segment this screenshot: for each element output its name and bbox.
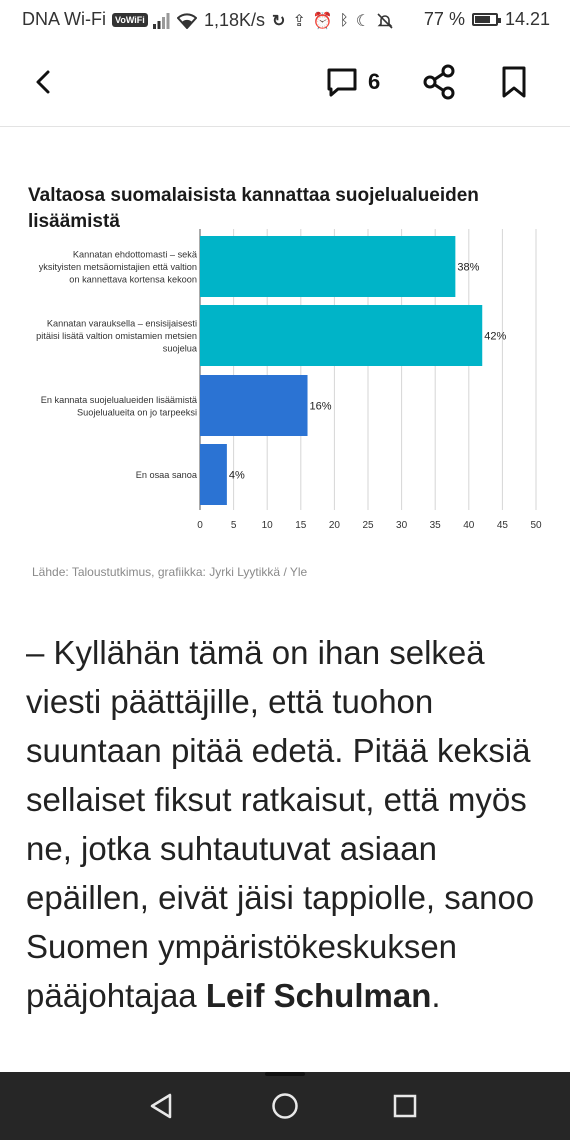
category-label: on kannettava kortensa kekoon: [69, 274, 197, 285]
nav-home-button[interactable]: [267, 1088, 303, 1124]
bar-value-label: 38%: [457, 261, 480, 274]
nav-handle: [265, 1072, 305, 1076]
nav-recents-button[interactable]: [387, 1088, 423, 1124]
category-label: yksityisten metsäomistajien että valtion: [38, 262, 197, 272]
comment-count: 6: [368, 69, 381, 94]
x-tick-label: 20: [328, 520, 340, 531]
clock: 14.21: [504, 9, 550, 29]
moon-icon: ☾: [355, 12, 371, 30]
article-paragraph: [26, 628, 546, 1020]
category-label: En osaa sanoa: [135, 470, 197, 480]
speaker-name: Leif Schulman: [205, 977, 432, 1014]
category-label: En kannata suojelualueiden lisäämistä: [40, 394, 197, 405]
bar-chart: [0, 0, 570, 560]
x-tick-label: 30: [396, 520, 408, 531]
circle-home-icon: [267, 1088, 303, 1124]
x-tick-label: 5: [230, 520, 237, 531]
bar: [200, 305, 482, 366]
category-label: suojelua: [162, 343, 197, 354]
network-speed: 1,18K/s: [204, 10, 266, 30]
battery-percent: 77 %: [423, 9, 465, 29]
bluetooth-icon: ᛒ: [339, 12, 349, 29]
triangle-back-icon: [144, 1088, 180, 1124]
x-tick-label: 40: [463, 520, 475, 531]
x-tick-label: 50: [530, 520, 542, 531]
quote-end: .: [431, 977, 441, 1014]
sync-icon: ↻: [272, 12, 286, 30]
system-nav-bar: [0, 1072, 570, 1140]
x-tick-label: 25: [362, 520, 374, 531]
category-label: Suojelualueita on jo tarpeeksi: [76, 407, 197, 418]
x-tick-label: 10: [261, 520, 273, 531]
bar-value-label: 4%: [228, 469, 245, 482]
category-label: pitäisi lisätä valtion omistamien metsien: [36, 331, 197, 341]
chart-title: Valtaosa suomalaisista kannattaa suojelualueiden lisäämistä: [28, 185, 479, 232]
vowifi-badge: VoWiFi: [112, 13, 148, 27]
square-recents-icon: [387, 1088, 423, 1124]
category-label: Kannatan varauksella – ensisijaisesti: [46, 318, 197, 329]
bar-value-label: 16%: [309, 400, 332, 413]
x-tick-label: 35: [429, 520, 441, 531]
chart-source: Lähde: Taloustutkimus, grafiikka: Jyrki Lyytikkä / Yle: [32, 565, 308, 579]
nav-back-button[interactable]: [144, 1088, 180, 1124]
carrier-name: DNA Wi-Fi: [22, 9, 106, 29]
x-tick-label: 0: [197, 520, 203, 531]
bar-value-label: 42%: [484, 330, 507, 343]
x-tick-label: 15: [295, 520, 307, 531]
bar: [200, 375, 308, 436]
upload-icon: ⇪: [292, 12, 306, 30]
category-label: Kannatan ehdottomasti – sekä: [72, 249, 197, 260]
alarm-icon: ⏰: [312, 12, 333, 30]
x-tick-label: 45: [496, 520, 508, 531]
bar: [200, 444, 227, 505]
bar: [200, 236, 455, 297]
quote-text: – Kyllähän tämä on ihan selkeä viesti päättäjille, että tuohon suuntaan pitää edetä. Pitää keksiä sellaiset fiksut ratkaisut, että myös ne, jotka suhtautuvat asiaan epäillen, eivät jäisi tappiolle, sanoo Suomen ympäristökeskuksen pääjohtajaa: [26, 634, 535, 1014]
